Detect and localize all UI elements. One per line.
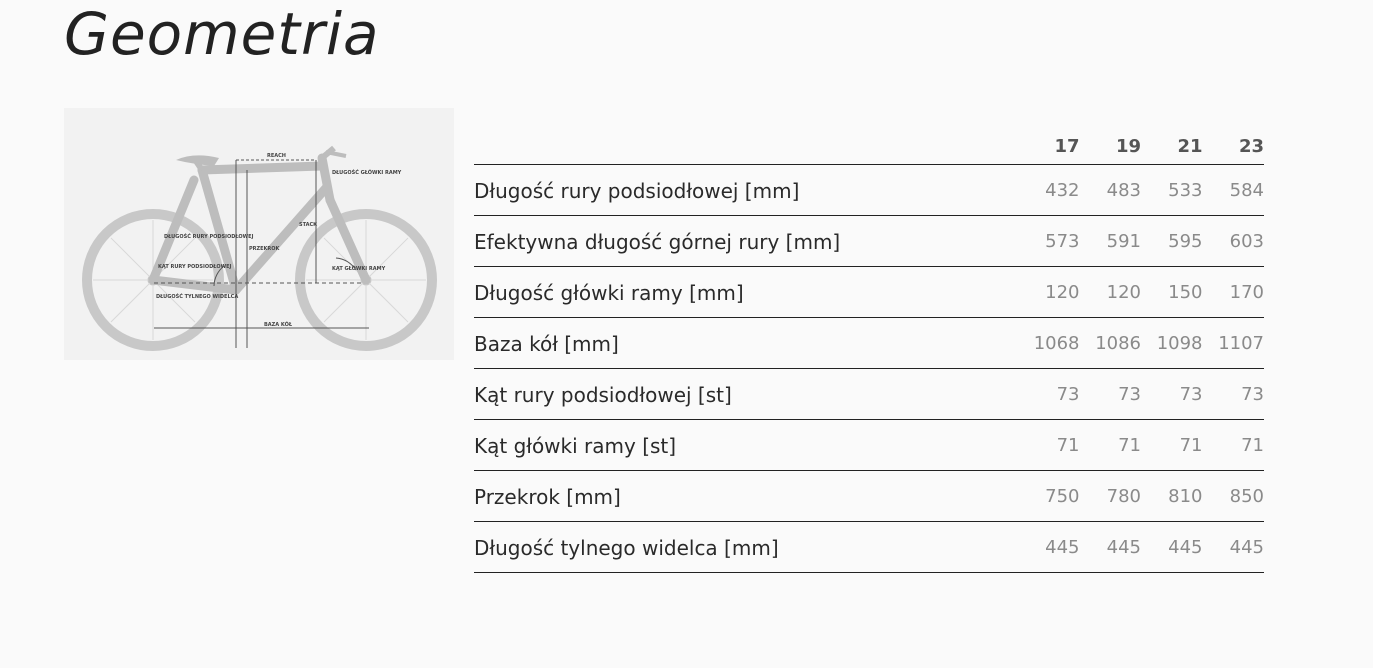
table-row (474, 420, 1264, 471)
cell-value: 445 (1045, 536, 1080, 558)
row-label: Długość tylnego widelca [mm] (474, 536, 779, 560)
cell-value: 120 (1106, 281, 1141, 303)
cell-value: 445 (1106, 536, 1141, 558)
cell-value: 533 (1168, 179, 1203, 201)
cell-value: 1086 (1095, 332, 1141, 354)
size-header: 23 (1238, 135, 1264, 157)
table-row (474, 318, 1264, 369)
row-label: Długość rury podsiodłowej [mm] (474, 179, 800, 203)
cell-value: 850 (1229, 485, 1264, 507)
table-row (474, 471, 1264, 522)
label-seat-tube-length: DŁUGOŚĆ RURY PODSIODŁOWEJ (164, 234, 254, 240)
cell-value: 71 (1179, 434, 1203, 456)
cell-value: 483 (1106, 179, 1141, 201)
cell-value: 750 (1045, 485, 1080, 507)
cell-value: 73 (1118, 383, 1141, 405)
table-header-row (474, 128, 1264, 165)
size-header: 17 (1054, 135, 1080, 157)
cell-value: 71 (1056, 434, 1080, 456)
cell-value: 120 (1045, 281, 1080, 303)
label-head-tube-length: DŁUGOŚĆ GŁÓWKI RAMY (332, 170, 402, 176)
table-row (474, 216, 1264, 267)
page-title: Geometria (64, 0, 380, 68)
row-label: Długość główki ramy [mm] (474, 281, 744, 305)
cell-value: 445 (1168, 536, 1203, 558)
cell-value: 595 (1168, 230, 1203, 252)
cell-value: 603 (1229, 230, 1264, 252)
cell-value: 71 (1118, 434, 1141, 456)
row-label: Kąt główki ramy [st] (474, 434, 677, 458)
label-head-tube-angle: KĄT GŁÓWKI RAMY (332, 266, 386, 272)
label-wheelbase: BAZA KÓŁ (264, 322, 293, 328)
geometry-table (474, 128, 1264, 573)
cell-value: 73 (1056, 383, 1080, 405)
cell-value: 810 (1168, 485, 1203, 507)
label-seat-tube-angle: KĄT RURY PODSIODŁOWEJ (158, 264, 232, 270)
row-label: Przekrok [mm] (474, 485, 621, 509)
cell-value: 1098 (1156, 332, 1203, 354)
cell-value: 73 (1241, 383, 1264, 405)
label-stack: STACK (299, 222, 318, 228)
table-row (474, 267, 1264, 318)
label-reach: REACH (267, 153, 286, 159)
cell-value: 780 (1106, 485, 1141, 507)
cell-value: 591 (1106, 230, 1141, 252)
row-label: Baza kół [mm] (474, 332, 619, 356)
label-chainstay: DŁUGOŚĆ TYLNEGO WIDELCA (156, 294, 239, 300)
cell-value: 573 (1045, 230, 1080, 252)
row-label: Efektywna długość górnej rury [mm] (474, 230, 841, 254)
bike-geometry-diagram (64, 108, 454, 360)
table-row (474, 165, 1264, 216)
cell-value: 584 (1229, 179, 1264, 201)
cell-value: 445 (1229, 536, 1264, 558)
cell-value: 150 (1168, 281, 1203, 303)
cell-value: 1068 (1033, 332, 1080, 354)
table-row (474, 369, 1264, 420)
cell-value: 432 (1045, 179, 1080, 201)
row-label: Kąt rury podsiodłowej [st] (474, 383, 732, 407)
size-header: 21 (1177, 135, 1203, 157)
cell-value: 73 (1179, 383, 1203, 405)
table-row (474, 522, 1264, 573)
cell-value: 1107 (1218, 332, 1264, 354)
size-header: 19 (1115, 135, 1141, 157)
label-standover: PRZEKROK (249, 246, 280, 252)
cell-value: 170 (1229, 281, 1264, 303)
cell-value: 71 (1241, 434, 1264, 456)
bike-geometry-svg (64, 108, 454, 360)
